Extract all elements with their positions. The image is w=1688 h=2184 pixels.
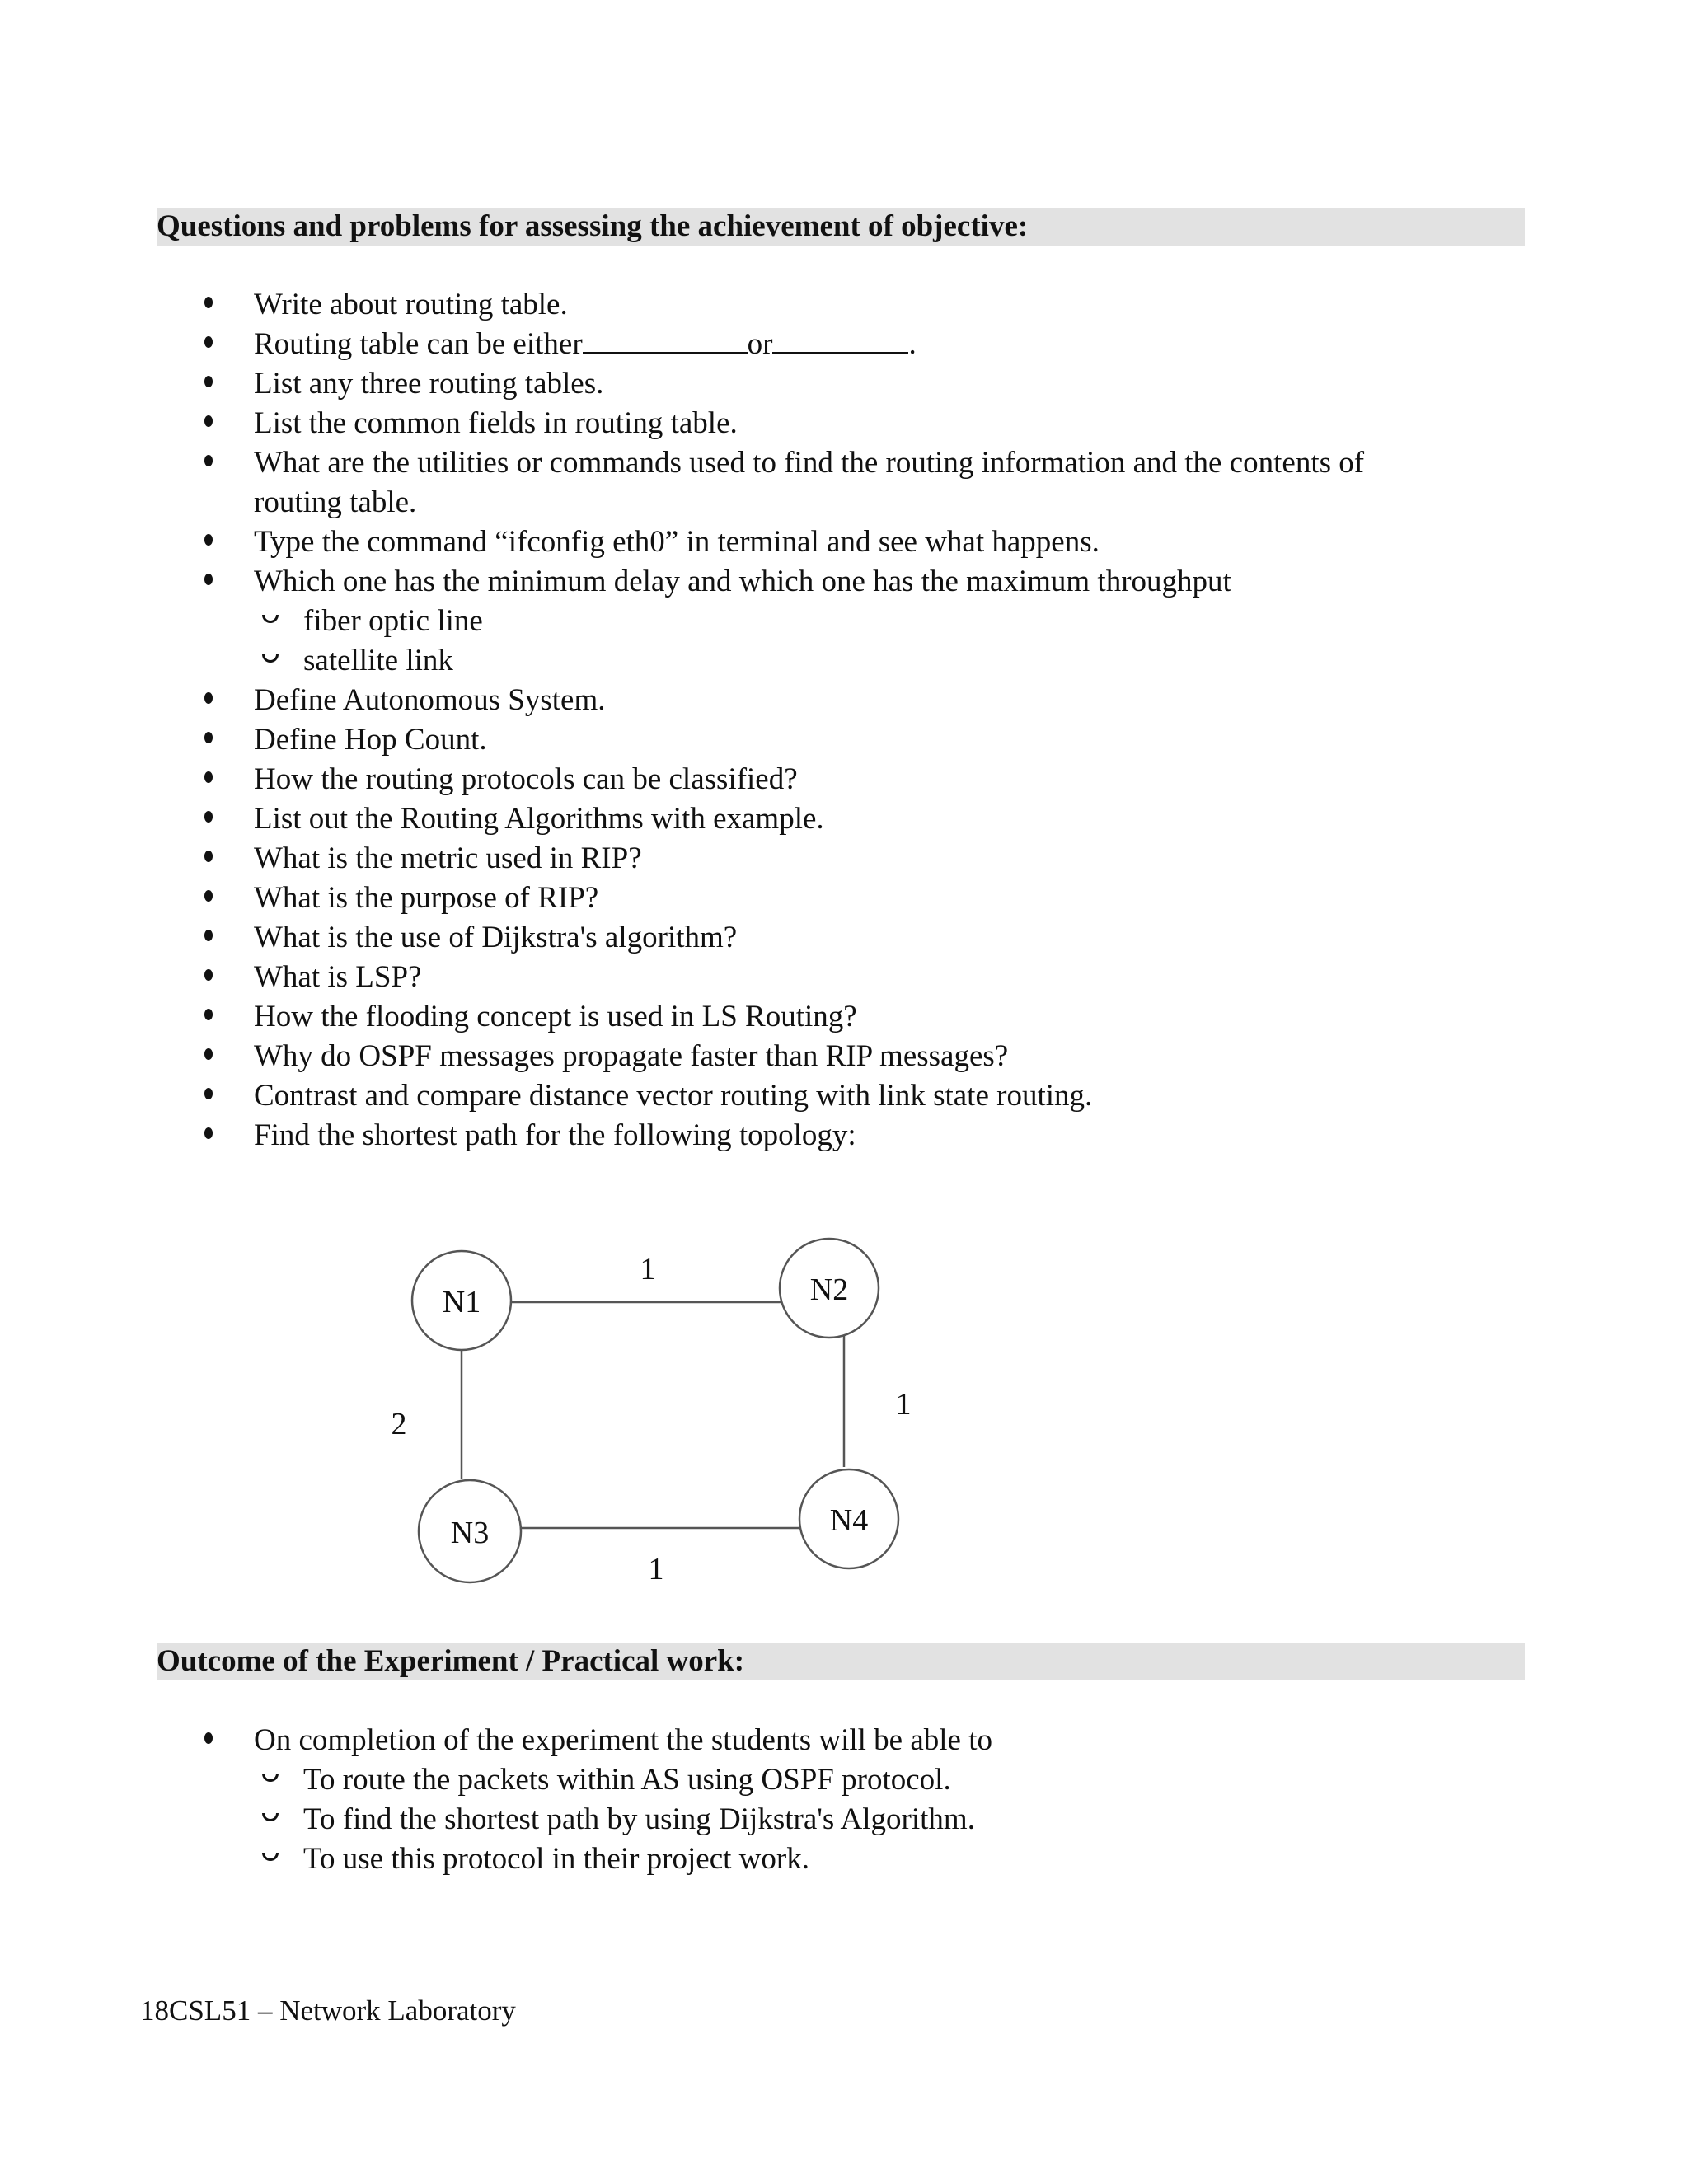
question-item: List out the Routing Algorithms with example.: [254, 802, 824, 836]
question-item: What is the purpose of RIP?: [254, 881, 599, 915]
question-item: What are the utilities or commands used to find the routing information and the contents of: [254, 446, 1365, 480]
question-item: List any three routing tables.: [254, 367, 604, 401]
section-heading-outcome: Outcome of the Experiment / Practical work:: [157, 1644, 745, 1678]
node-label-n1: N1: [442, 1285, 481, 1319]
sub-item: satellite link: [303, 644, 453, 677]
question-text: Routing table can be either: [254, 327, 583, 361]
section-heading-questions: Questions and problems for assessing the achievement of objective:: [157, 209, 1029, 243]
node-label-n3: N3: [450, 1516, 490, 1550]
edge-weight-n1-n3: 2: [391, 1407, 407, 1441]
question-item: How the routing protocols can be classified?: [254, 762, 798, 796]
question-item: Define Autonomous System.: [254, 683, 606, 717]
outcome-item: To find the shortest path by using Dijkstra's Algorithm.: [303, 1802, 975, 1836]
question-item: List the common fields in routing table.: [254, 406, 738, 440]
question-item-continued: routing table.: [254, 485, 417, 519]
question-item: Which one has the minimum delay and which one has the maximum throughput: [254, 565, 1231, 598]
question-item: What is the metric used in RIP?: [254, 841, 642, 875]
question-item: What is the use of Dijkstra's algorithm?: [254, 921, 738, 954]
outcome-item: To route the packets within AS using OSPF protocol.: [303, 1763, 951, 1797]
question-item: Contrast and compare distance vector routing with link state routing.: [254, 1079, 1093, 1113]
question-text: or: [747, 327, 773, 361]
question-item: Write about routing table.: [254, 288, 568, 321]
node-label-n2: N2: [809, 1272, 849, 1307]
outcome-item: To use this protocol in their project work.: [303, 1842, 809, 1876]
question-item: Define Hop Count.: [254, 723, 487, 757]
question-item: What is LSP?: [254, 960, 422, 994]
edge-weight-n3-n4: 1: [648, 1552, 664, 1586]
question-item: Find the shortest path for the following topology:: [254, 1118, 856, 1152]
question-item: Type the command “ifconfig eth0” in terminal and see what happens.: [254, 525, 1100, 559]
question-item: How the flooding concept is used in LS Routing?: [254, 1000, 857, 1033]
page-footer: 18CSL51 – Network Laboratory: [140, 1994, 516, 2027]
question-text: .: [908, 327, 917, 361]
sub-item: fiber optic line: [303, 604, 483, 638]
edge-weight-n1-n2: 1: [640, 1252, 656, 1286]
node-label-n4: N4: [829, 1503, 869, 1538]
question-item: Why do OSPF messages propagate faster than RIP messages?: [254, 1039, 1009, 1073]
bullet-icon: [204, 1732, 213, 1744]
outcome-intro: On completion of the experiment the students will be able to: [254, 1723, 993, 1757]
edge-weight-n2-n4: 1: [895, 1387, 912, 1422]
